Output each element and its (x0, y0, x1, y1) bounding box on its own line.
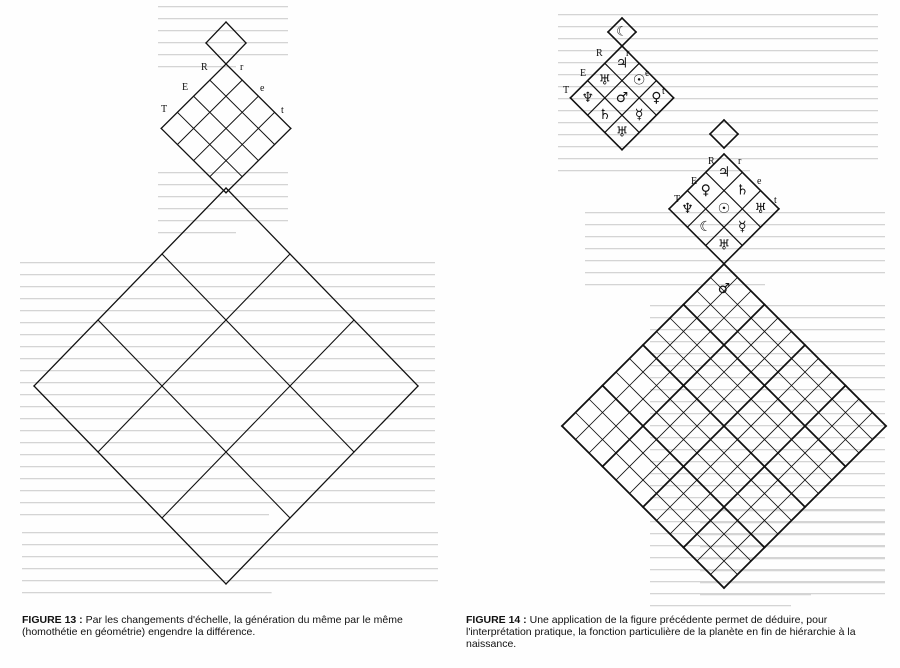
upper-planet-symbol: ♃ (615, 55, 629, 72)
figure-13-small-grid (161, 64, 291, 193)
figure-13-caption (22, 614, 442, 638)
lower-planet-symbol: ☿ (738, 219, 747, 236)
ghost-text-line (22, 532, 438, 533)
ghost-text-line (650, 377, 885, 378)
fig14-upper-grid-line (605, 81, 657, 133)
lower-planet-symbol: ♅ (717, 237, 731, 254)
link-symbol: ♂ (717, 281, 731, 297)
ghost-text-line (158, 30, 288, 31)
ghost-text-line (558, 146, 878, 147)
upper-planet-symbol: ☉ (632, 72, 646, 89)
figure-13-caption-text: Par les changements d'échelle, la génération du même par le même (homothétie en géométrie) engendre la différence. (22, 614, 403, 638)
ghost-text-line (700, 534, 885, 535)
ghost-text-line (20, 514, 269, 515)
ghost-text-line (585, 284, 765, 285)
ghost-text-line (158, 196, 288, 197)
ghost-text-line (650, 353, 885, 354)
ghost-text-line (158, 220, 288, 221)
ghost-text-line (558, 26, 878, 27)
upper-label-t: t (662, 86, 665, 97)
ghost-text-line (20, 466, 435, 467)
ghost-text-line (20, 310, 435, 311)
label-E: E (182, 82, 189, 93)
fig14-lower-top-square-line (710, 134, 724, 148)
ghost-text-line (558, 14, 878, 15)
ghost-text-line (158, 42, 288, 43)
fig13-large-grid-line (162, 254, 354, 452)
ghost-text-line (22, 556, 438, 557)
ghost-text-line (20, 442, 435, 443)
upper-planet-symbol: ♆ (581, 89, 594, 106)
ghost-text-line (700, 558, 885, 559)
ghost-text-line (20, 334, 435, 335)
ghost-text-line (20, 478, 435, 479)
fig14-lower-grid-line (706, 172, 761, 227)
figure-13-large-grid (34, 188, 418, 584)
figure-14-caption-label: FIGURE 14 : (466, 614, 527, 626)
lower-label-t: t (774, 195, 777, 206)
fig14-lower-top-square-line (724, 134, 738, 148)
fig13-top-square-line (226, 43, 246, 64)
lower-label-r: r (738, 156, 742, 167)
ghost-text-line (650, 401, 885, 402)
ghost-text-line (20, 430, 435, 431)
upper-label-E: E (580, 68, 587, 79)
ghost-text-line (585, 212, 885, 213)
fig13-top-square-line (226, 22, 246, 43)
ghost-text-line (158, 184, 288, 185)
ghost-text-line (650, 341, 885, 342)
ghost-text-line (22, 592, 272, 593)
figure-14-caption (466, 614, 886, 650)
lower-planet-symbol: ☉ (717, 200, 731, 217)
lower-label-R: R (708, 156, 715, 167)
ghost-text-line (585, 248, 885, 249)
ghost-text-line (158, 208, 288, 209)
lower-planet-symbol: ♀ (700, 182, 711, 199)
figure-14-diagram (562, 18, 886, 588)
ghost-text-line (22, 568, 438, 569)
upper-top-symbol: ☾ (616, 24, 628, 40)
ghost-text-line (20, 370, 435, 371)
fig13-top-square-line (206, 43, 226, 64)
ghost-text-line (585, 236, 885, 237)
lower-planet-symbol: ♆ (681, 200, 694, 217)
ghost-text-line (20, 346, 435, 347)
ghost-text-line (585, 272, 885, 273)
fig13-large-grid-line (98, 254, 290, 452)
ghost-text-line (650, 485, 885, 486)
upper-label-T: T (563, 85, 570, 96)
figure-13-diagram (34, 22, 418, 584)
lower-planet-symbol: ☾ (699, 219, 712, 236)
ghost-text-line (20, 286, 435, 287)
lower-label-e: e (757, 176, 762, 187)
figure-14-caption-text: Une application de la figure précédente permet de déduire, pour l'interprétation pratique, la fonction particulière de la planète en fin de hiérarchie à la naissance. (466, 614, 856, 650)
ghost-text-line (650, 473, 885, 474)
ghost-text-line (20, 358, 435, 359)
ghost-text-line (650, 449, 885, 450)
ghost-text-line (158, 6, 288, 7)
ghost-text-line (22, 544, 438, 545)
ghost-text-line (585, 224, 885, 225)
fig14-upper-grid-line (588, 81, 640, 133)
ghost-text-line (700, 522, 885, 523)
ghost-text-line (158, 18, 288, 19)
ghost-text-line (650, 605, 791, 606)
ghost-text-line (20, 502, 435, 503)
lower-label-T: T (674, 194, 681, 205)
ghost-text-line (650, 365, 885, 366)
upper-label-R: R (596, 48, 603, 59)
upper-planet-symbol: ♄ (598, 107, 612, 124)
ghost-text-line (700, 594, 811, 595)
bleed-through-text (20, 6, 885, 606)
ghost-text-line (700, 570, 885, 571)
fig14-upper-grid-line (570, 98, 622, 150)
fig13-large-grid-line (34, 386, 226, 584)
ghost-text-line (558, 50, 878, 51)
ghost-text-line (158, 232, 236, 233)
ghost-text-line (20, 382, 435, 383)
ghost-text-line (20, 298, 435, 299)
ghost-text-line (20, 274, 435, 275)
ghost-text-line (158, 54, 288, 55)
ghost-text-line (20, 394, 435, 395)
label-T: T (161, 104, 168, 115)
fig13-large-grid-line (226, 386, 418, 584)
label-e: e (260, 83, 265, 94)
upper-planet-symbol: ☿ (634, 107, 644, 124)
upper-planet-symbol: ♂ (615, 89, 629, 106)
lower-planet-symbol: ♃ (717, 164, 731, 181)
lower-planet-symbol: ♅ (754, 200, 767, 217)
label-t: t (281, 105, 284, 116)
label-r: r (240, 62, 244, 73)
ghost-text-line (650, 497, 885, 498)
upper-planet-symbol: ♅ (615, 124, 629, 141)
ghost-text-line (20, 262, 435, 263)
upper-planet-symbol: ♀ (651, 89, 662, 106)
lower-label-E: E (691, 176, 698, 187)
upper-label-r: r (626, 48, 630, 59)
ghost-text-line (158, 172, 288, 173)
ghost-text-line (650, 317, 885, 318)
ghost-text-line (650, 425, 885, 426)
ghost-text-line (20, 418, 435, 419)
fig13-top-square-line (206, 22, 226, 43)
fig14-upper-grid-line (588, 63, 640, 115)
ghost-text-line (585, 260, 885, 261)
figure-13-caption-label: FIGURE 13 : (22, 614, 83, 626)
fig14-lower-grid-line (724, 154, 779, 209)
ghost-text-line (20, 490, 435, 491)
ghost-text-line (700, 546, 885, 547)
fig14-upper-grid-line (622, 98, 674, 150)
label-R: R (201, 62, 208, 73)
upper-planet-symbol: ♅ (598, 72, 612, 89)
ghost-text-line (558, 38, 878, 39)
ghost-text-line (20, 406, 435, 407)
upper-label-e: e (645, 68, 650, 79)
lower-planet-symbol: ♄ (736, 182, 749, 199)
